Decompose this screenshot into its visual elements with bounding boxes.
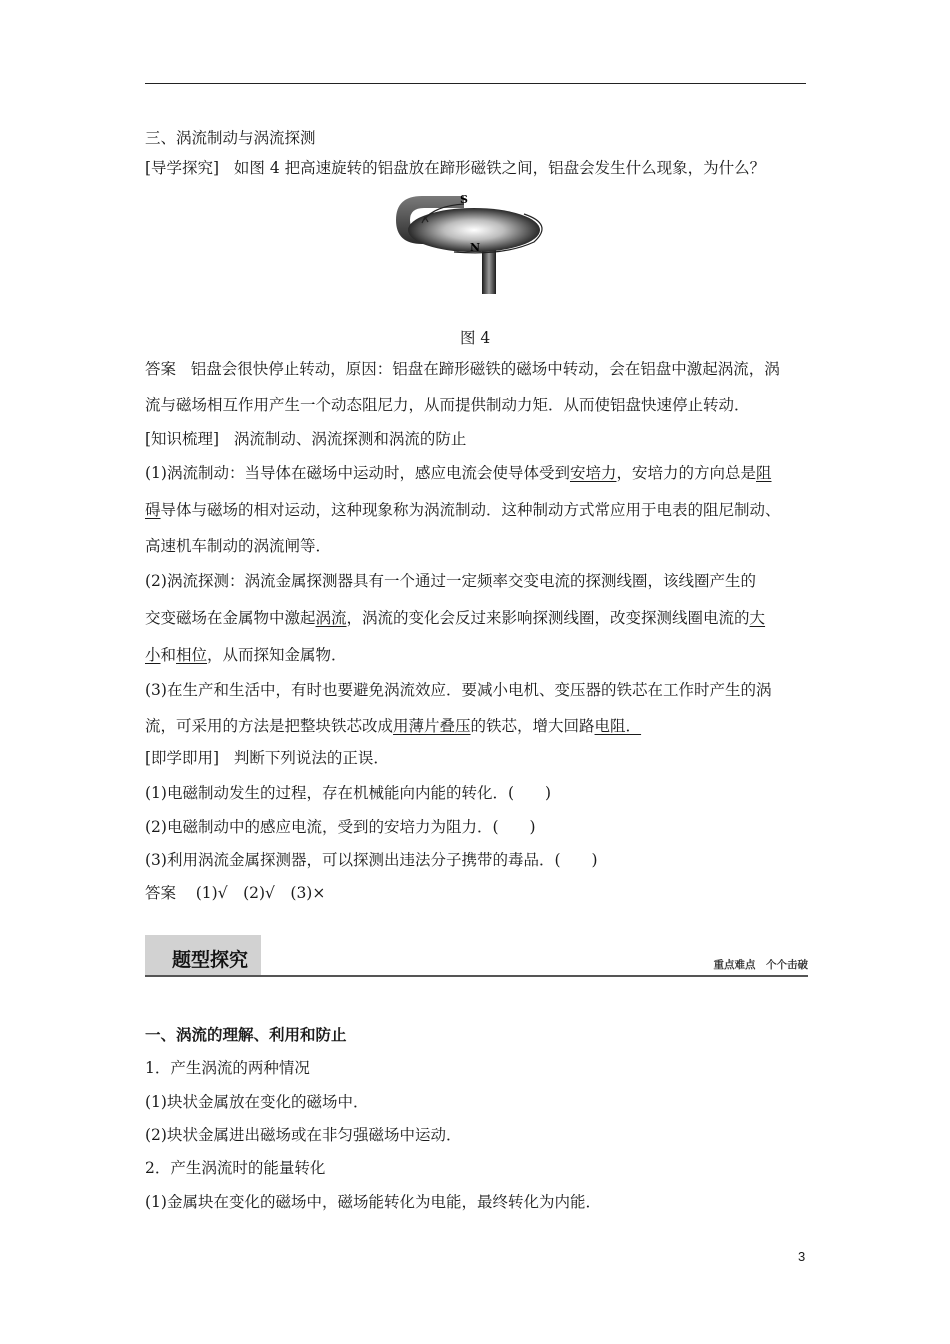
section2-item1-line1: (1)块状金属放在变化的磁场中． xyxy=(145,1093,369,1111)
figure-caption: 图 4 xyxy=(460,329,491,347)
blank-woliu: 涡流 xyxy=(315,609,347,627)
section2-item1-line2: (2)块状金属进出磁场或在非匀强磁场中运动． xyxy=(145,1126,462,1144)
knowledge-p1-line1: (1)涡流制动：当导体在磁场中运动时，感应电流会使导体受到安培力，安培力的方向总是阻 xyxy=(145,464,772,482)
section2-heading: 一、涡流的理解、利用和防止 xyxy=(145,1026,347,1044)
practice-label: [即学即用] xyxy=(145,749,220,767)
blank-zuai-2: 碍 xyxy=(145,501,161,519)
blank-xiangwei: 相位 xyxy=(176,646,208,664)
banner-subtitle: 重点难点 个个击破 xyxy=(713,959,808,971)
knowledge-title: 涡流制动、涡流探测和涡流的防止 xyxy=(233,430,467,448)
answer1-line2: 流与磁场相互作用产生一个动态阻尼力，从而提供制动力矩．从而使铝盘快速停止转动． xyxy=(145,396,750,414)
knowledge-p2-line1: (2)涡流探测：涡流金属探测器具有一个通过一定频率交变电流的探测线圈，该线圈产生的 xyxy=(145,572,756,590)
knowledge-p3-line2: 流，可采用的方法是把整块铁芯改成用薄片叠压的铁芯，增大回路电阻． xyxy=(145,717,642,735)
knowledge-p2-line3: 小和相位，从而探知金属物． xyxy=(145,646,347,664)
guide-label: [导学探究] xyxy=(145,159,220,177)
magnet-disc-figure xyxy=(394,190,558,300)
blank-baopian: 用薄片叠压 xyxy=(393,717,471,735)
practice-title: 判断下列说法的正误． xyxy=(233,749,389,767)
section2-item2-title: 2．产生涡流时的能量转化 xyxy=(145,1159,326,1177)
banner-rule xyxy=(145,975,808,977)
section2-item2-line1: (1)金属块在变化的磁场中，磁场能转化为电能，最终转化为内能． xyxy=(145,1193,601,1211)
practice-answer-label: 答案 xyxy=(145,884,177,902)
section2-item1-title: 1．产生涡流的两种情况 xyxy=(145,1059,310,1077)
blank-daxiao-2: 小 xyxy=(145,646,161,664)
practice-item-1: (1)电磁制动发生的过程，存在机械能向内能的转化．( ) xyxy=(145,784,552,802)
answer1-line1 xyxy=(145,358,780,380)
blank-anpeili: 安培力 xyxy=(569,464,617,482)
banner-title: 题型探究 xyxy=(172,949,249,971)
practice-item-3: (3)利用涡流金属探测器，可以探测出违法分子携带的毒品．( ) xyxy=(145,851,598,869)
guide-question xyxy=(145,157,765,179)
section-banner xyxy=(145,935,808,977)
blank-dianzu: 电阻． xyxy=(594,717,642,735)
blank-daxiao-1: 大 xyxy=(749,609,766,627)
page-number: 3 xyxy=(798,1249,806,1264)
answer1-label: 答案 xyxy=(145,360,177,378)
blank-zuai-1: 阻 xyxy=(756,464,772,482)
header-rule xyxy=(145,83,806,84)
knowledge-p1-line3: 高速机车制动的涡流闸等． xyxy=(145,537,332,555)
knowledge-p3-line1: (3)在生产和生活中，有时也要避免涡流效应．要减小电机、变压器的铁芯在工作时产生的涡 xyxy=(145,681,772,699)
label-n: N xyxy=(470,241,481,254)
knowledge-p2-line2: 交变磁场在金属物中激起涡流，涡流的变化会反过来影响探测线圈，改变探测线圈电流的大 xyxy=(145,609,766,627)
answer1-text1: 铝盘会很快停止转动，原因：铝盘在蹄形磁铁的磁场中转动，会在铝盘中激起涡流，涡 xyxy=(190,360,780,378)
practice-header xyxy=(145,747,389,769)
label-s: S xyxy=(460,193,468,206)
knowledge-header xyxy=(145,428,466,450)
section-heading: 三、涡流制动与涡流探测 xyxy=(145,129,316,147)
knowledge-p1-line2: 碍导体与磁场的相对运动，这种现象称为涡流制动．这种制动方式常应用于电表的阻尼制动、 xyxy=(145,501,781,519)
practice-item-2: (2)电磁制动中的感应电流，受到的安培力为阻力．( ) xyxy=(145,818,536,836)
knowledge-label: [知识梳理] xyxy=(145,430,220,448)
practice-answer-text: (1)√ (2)√ (3)× xyxy=(195,884,326,902)
practice-answers xyxy=(145,882,325,904)
guide-text: 如图 4 把高速旋转的铝盘放在蹄形磁铁之间，铝盘会发生什么现象，为什么？ xyxy=(233,159,766,177)
